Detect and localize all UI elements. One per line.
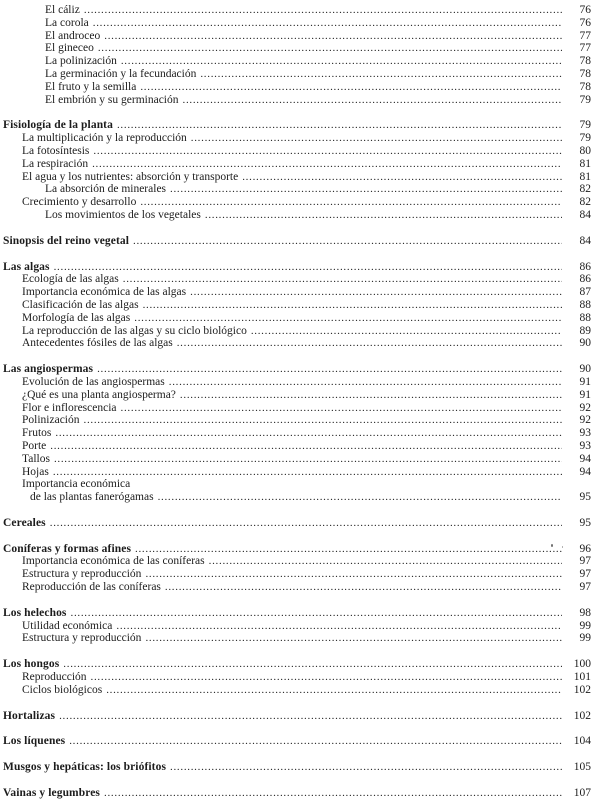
dot-leader (106, 684, 562, 697)
dot-leader (69, 735, 562, 748)
toc-entry (3, 273, 591, 286)
dot-leader (50, 517, 562, 530)
dot-leader (123, 273, 562, 286)
toc-entry-label: Reproducción de las coníferas (22, 581, 161, 594)
toc-entry-section (3, 363, 591, 376)
toc-entry-section (3, 235, 591, 248)
dot-leader (98, 42, 562, 55)
toc-entry-label: Hojas (22, 465, 49, 478)
dot-leader (91, 671, 562, 684)
toc-entry-page-number: 86 (579, 260, 591, 273)
toc-entry-label: de las plantas fanerógamas (30, 491, 154, 504)
toc-entry-label: Coníferas y formas afines (3, 542, 132, 555)
toc-entry (3, 478, 591, 491)
toc-entry (3, 145, 591, 158)
toc-entry (3, 4, 591, 17)
toc-entry-page-number: 95 (579, 516, 591, 529)
toc-entry-section (3, 607, 591, 620)
dot-leader (116, 620, 562, 633)
dot-leader (145, 568, 562, 581)
toc-entry (3, 30, 591, 43)
toc-entry (3, 453, 591, 466)
toc-entry-label: Importancia económica de las algas (22, 286, 187, 299)
toc-entry-label: Ciclos biológicos (22, 683, 103, 696)
toc-entry (3, 376, 591, 389)
toc-entry (3, 427, 591, 440)
toc-entry (3, 17, 591, 30)
toc-entry (3, 491, 591, 504)
toc-entry-page-number: 92 (579, 414, 591, 427)
dot-leader (251, 325, 562, 338)
toc-entry (3, 299, 591, 312)
dot-leader (170, 761, 562, 774)
toc-entry (3, 158, 591, 171)
dot-leader (54, 261, 562, 274)
toc-entry-label: Polinización (22, 414, 80, 427)
toc-entry (3, 81, 591, 94)
toc-entry-page-number: 105 (573, 761, 591, 774)
toc-entry-page-number: 88 (579, 311, 591, 324)
dot-leader (205, 209, 562, 222)
toc-entry-page-number: 97 (579, 568, 591, 581)
toc-entry-label: El fruto y la semilla (45, 80, 137, 93)
dot-leader (183, 94, 563, 107)
toc-entry-section (3, 261, 591, 274)
toc-entry-section (3, 761, 591, 774)
toc-entry-page-number: 102 (573, 709, 591, 722)
toc-entry-section (3, 735, 591, 748)
toc-entry-label: Estructura y reproducción (22, 568, 142, 581)
toc-entry-label: La germinación y la fecundación (45, 67, 197, 80)
dot-leader (170, 183, 562, 196)
toc-entry-page-number: 88 (579, 298, 591, 311)
dot-leader (121, 402, 562, 415)
toc-entry (3, 94, 591, 107)
toc-entry (3, 581, 591, 594)
toc-entry (3, 68, 591, 81)
dot-leader (84, 4, 562, 17)
toc-entry-page-number: 99 (579, 632, 591, 645)
toc-entry-label: Tallos (22, 452, 50, 465)
toc-entry (3, 414, 591, 427)
dot-leader (63, 658, 562, 671)
toc-entry (3, 286, 591, 299)
dot-leader (53, 466, 562, 479)
dot-leader (133, 235, 562, 248)
toc-entry-page-number: 80 (579, 144, 591, 157)
toc-entry-label: Cereales (3, 516, 46, 529)
toc-entry-label: La fotosíntesis (22, 144, 90, 157)
toc-entry-page-number: 91 (579, 388, 591, 401)
toc-entry-page-number: 84 (579, 208, 591, 221)
toc-entry-label: La reproducción de las algas y su ciclo biológico (22, 324, 247, 337)
toc-entry-label: Hortalizas (3, 709, 56, 722)
toc-entry-label: El cáliz (45, 4, 80, 16)
toc-entry (3, 440, 591, 453)
toc-list (3, 4, 591, 800)
toc-entry-section (3, 119, 591, 132)
toc-entry (3, 209, 591, 222)
dot-leader (169, 376, 562, 389)
toc-entry-page-number: 93 (579, 427, 591, 440)
toc-entry (3, 466, 591, 479)
toc-entry-page-number: 92 (579, 401, 591, 414)
toc-entry-label: La corola (45, 16, 89, 29)
toc-entry-page-number: 90 (579, 337, 591, 350)
toc-entry-page-number: 79 (579, 132, 591, 145)
scan-artifact-speck (551, 544, 553, 547)
toc-entry (3, 183, 591, 196)
dot-leader (71, 607, 563, 620)
dot-leader (140, 81, 562, 94)
toc-entry-label: Importancia económica (22, 478, 131, 491)
toc-entry-page-number: 78 (579, 55, 591, 68)
toc-entry-page-number: 95 (579, 491, 591, 504)
toc-entry-label: Las angiospermas (3, 363, 94, 376)
toc-entry-page-number: 79 (579, 119, 591, 132)
toc-entry (3, 632, 591, 645)
toc-entry-page-number: 101 (573, 671, 591, 684)
toc-entry-page-number: 84 (579, 234, 591, 247)
dot-leader (84, 414, 563, 427)
toc-entry-label: Musgos y hepáticas: los briófitos (3, 761, 167, 774)
scan-artifact-speck (562, 546, 563, 548)
toc-entry-label: Los helechos (3, 606, 67, 619)
dot-leader (209, 555, 562, 568)
dot-leader (59, 710, 562, 723)
toc-entry-page-number: 102 (573, 683, 591, 696)
toc-entry-label: El androceo (45, 29, 101, 42)
dot-leader (145, 632, 562, 645)
toc-entry-page-number: 94 (579, 465, 591, 478)
toc-entry (3, 337, 591, 350)
dot-leader (104, 787, 562, 800)
toc-entry-page-number: 98 (579, 606, 591, 619)
toc-entry-page-number: 97 (579, 555, 591, 568)
toc-entry-page-number: 82 (579, 196, 591, 209)
toc-entry-label: Porte (22, 439, 47, 452)
toc-entry-label: Ecología de las algas (22, 273, 119, 286)
toc-entry-page-number: 82 (579, 183, 591, 196)
toc-entry-page-number: 96 (579, 542, 591, 555)
toc-entry-label: La polinización (45, 55, 117, 68)
toc-entry (3, 171, 591, 184)
toc-entry-label: Frutos (22, 427, 52, 440)
toc-entry-page-number: 87 (579, 286, 591, 299)
toc-entry-page-number: 89 (579, 324, 591, 337)
toc-entry-label: Los hongos (3, 658, 60, 671)
toc-entry-label: Crecimiento y desarrollo (22, 196, 137, 209)
toc-entry-label: Evolución de las angiospermas (22, 375, 165, 388)
toc-entry-section (3, 710, 591, 723)
toc-entry-page-number: 91 (579, 375, 591, 388)
dot-leader (104, 30, 562, 43)
toc-entry-label: Reproducción (22, 671, 87, 684)
toc-entry-label: La respiración (22, 157, 89, 170)
dot-leader (143, 299, 562, 312)
toc-entry (3, 389, 591, 402)
dot-leader (180, 389, 562, 402)
toc-entry-section (3, 517, 591, 530)
toc-entry-page-number: 78 (579, 67, 591, 80)
toc-entry-label: Las algas (3, 260, 50, 273)
toc-entry (3, 684, 591, 697)
toc-entry-page-number: 104 (573, 735, 591, 748)
toc-entry (3, 620, 591, 633)
toc-entry (3, 568, 591, 581)
toc-entry (3, 402, 591, 415)
toc-entry-page-number: 107 (573, 787, 591, 800)
toc-entry-label: El agua y los nutrientes: absorción y transporte (22, 170, 239, 183)
toc-entry-page-number: 76 (579, 16, 591, 29)
dot-leader (134, 312, 562, 325)
toc-entry-label: El gineceo (45, 42, 94, 55)
toc-entry-label: Estructura y reproducción (22, 632, 142, 645)
toc-entry-section (3, 543, 591, 556)
dot-leader (158, 491, 562, 504)
toc-entry-page-number: 77 (579, 42, 591, 55)
dot-leader (54, 453, 562, 466)
toc-entry-label: Utilidad económica (22, 619, 113, 632)
toc-entry (3, 55, 591, 68)
toc-entry-page-number: 86 (579, 273, 591, 286)
toc-entry-page-number: 79 (579, 93, 591, 106)
toc-entry (3, 196, 591, 209)
toc-entry-page-number: 77 (579, 29, 591, 42)
toc-entry-label: Clasificación de las algas (22, 298, 139, 311)
toc-entry-label: Fisiología de la planta (3, 119, 113, 132)
dot-leader (50, 440, 562, 453)
toc-entry-label: Flor e inflorescencia (22, 401, 117, 414)
toc-entry-section (3, 787, 591, 800)
toc-entry-page-number: 90 (579, 363, 591, 376)
toc-entry-page-number: 81 (579, 170, 591, 183)
dot-leader (190, 286, 562, 299)
toc-entry-label: La multiplicación y la reproducción (22, 132, 187, 145)
toc-entry-label: La absorción de minerales (45, 183, 167, 196)
toc-entry (3, 325, 591, 338)
dot-leader (97, 363, 562, 376)
toc-entry-page-number: 93 (579, 439, 591, 452)
toc-entry (3, 555, 591, 568)
toc-entry-label: Importancia económica de las coníferas (22, 555, 205, 568)
dot-leader (135, 543, 562, 556)
toc-entry-label: Los líquenes (3, 735, 66, 748)
toc-entry-page-number: 97 (579, 581, 591, 594)
toc-entry-label: ¿Qué es una planta angiosperma? (22, 388, 176, 401)
dot-leader (177, 337, 562, 350)
dot-leader (140, 196, 562, 209)
dot-leader (93, 145, 562, 158)
dot-leader (165, 581, 562, 594)
toc-entry (3, 671, 591, 684)
toc-entry-label: Vainas y legumbres (3, 787, 101, 800)
toc-entry-label: Sinopsis del reino vegetal (3, 234, 130, 247)
toc-entry-page-number: 81 (579, 157, 591, 170)
dot-leader (200, 68, 562, 81)
toc-entry-label: Morfología de las algas (22, 311, 131, 324)
toc-entry-label: Los movimientos de los vegetales (45, 208, 201, 221)
toc-entry-section (3, 658, 591, 671)
toc-entry-label: El embrión y su germinación (45, 93, 179, 106)
dot-leader (93, 17, 562, 30)
toc-entry-page-number: 78 (579, 80, 591, 93)
dot-leader (242, 171, 562, 184)
toc-entry-page-number: 94 (579, 452, 591, 465)
dot-leader (191, 132, 562, 145)
toc-entry-label: Antecedentes fósiles de las algas (22, 337, 173, 350)
dot-leader (55, 427, 562, 440)
dot-leader (121, 55, 562, 68)
toc-entry (3, 42, 591, 55)
dot-leader (117, 119, 562, 132)
toc-entry-page-number: 99 (579, 619, 591, 632)
toc-entry (3, 132, 591, 145)
toc-entry-page-number: 76 (579, 4, 591, 16)
dot-leader (92, 158, 562, 171)
toc-entry (3, 312, 591, 325)
toc-entry-page-number: 100 (573, 658, 591, 671)
